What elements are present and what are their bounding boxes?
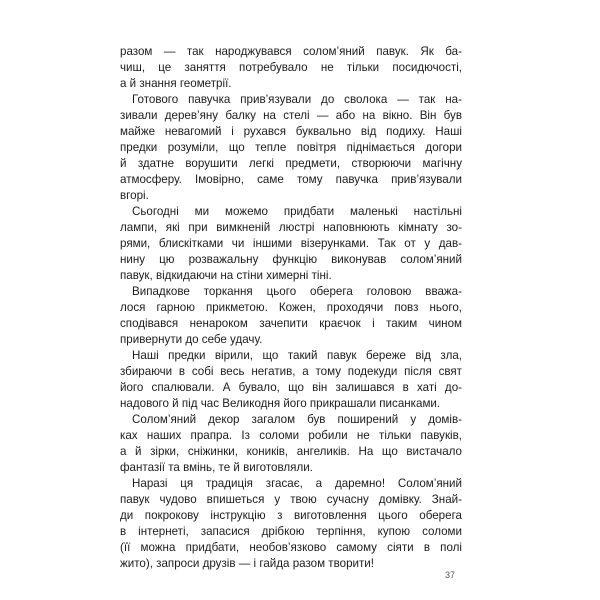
text-line: а й знання геометрії. <box>120 77 232 90</box>
text-line: зивали дерев’яну балку на стелі — або на вікно. Він був <box>120 109 462 122</box>
text-line: ках наших прапра. Із соломи робили не тільки павуків, <box>120 429 462 442</box>
paragraph <box>120 92 462 204</box>
text-line: а й зірки, сніжинки, коників, ангеликів. На що вистачало <box>120 445 462 458</box>
text-line: ди покрокову інструкцію з виготовлення цього оберега <box>120 509 462 522</box>
text-line: павук чудово впишеться у твою сучасну домівку. Знай- <box>120 493 462 506</box>
text-line: в інтернеті, запасися дрібкою терпіння, купою соломи <box>120 525 462 538</box>
paragraph <box>120 348 462 412</box>
text-line: сподівався ненароком зачепити краєчок і таким чином <box>120 317 462 330</box>
paragraph <box>120 476 462 572</box>
page-number: 37 <box>445 570 456 580</box>
text-line: атмосферу. Імовірно, саме тому павучка прив’язували <box>120 173 462 186</box>
text-line: предки розуміли, що тепле повітря піднімається догори <box>120 141 462 154</box>
text-line: лампи, які при вимкненій люстрі наповнюють кімнату зо- <box>120 221 462 234</box>
text-line: збираючи в собі весь негатив, а тому подекуди після свят <box>120 365 462 378</box>
text-line: Готового павучка прив’язували до сволока — так на- <box>132 93 462 106</box>
text-line: павук, відкидаючи на стіни химерні тіні. <box>120 269 332 282</box>
text-line: привернути до себе удачу. <box>120 333 263 346</box>
text-line: Випадкове торкання цього оберега головою вважа- <box>132 285 462 298</box>
text-line: й здатне ворушити легкі предмети, створюючи магічну <box>120 157 462 170</box>
paragraph <box>120 44 462 92</box>
text-line: його спалювали. А бувало, що він залишався в хаті до- <box>120 381 462 394</box>
text-line: (її можна придбати, необов’язково самому сіяти в полі <box>120 541 462 554</box>
text-line: фантазії та вмінь, те й виготовляли. <box>120 461 313 474</box>
text-line: жито), запроси друзів — і гайда разом творити! <box>120 557 374 570</box>
body-text <box>120 44 462 572</box>
text-line: лося гарною прикметою. Кожен, проходячи повз нього, <box>120 301 462 314</box>
text-line: нину цю розважальну функцію виконував солом’яний <box>120 253 462 266</box>
text-line: рями, блискітками чи іншими візерунками. Так от у дав- <box>120 237 462 250</box>
paragraph <box>120 284 462 348</box>
text-line: чиш, це заняття потребувало не тільки посидючості, <box>120 61 462 74</box>
paragraph <box>120 204 462 284</box>
text-line: Наразі ця традиція згасає, а даремно! Солом’яний <box>132 477 462 490</box>
text-line: Солом’яний декор загалом був поширений у домів- <box>132 413 462 426</box>
text-line: надового й під час Великодня його прикрашали писанками. <box>120 397 441 410</box>
text-line: вгорі. <box>120 189 149 202</box>
text-line: Сьогодні ми можемо придбати маленькі настільні <box>132 205 462 218</box>
paragraph <box>120 412 462 476</box>
text-line: разом — так народжувався солом’яний павук. Як ба- <box>120 45 462 58</box>
text-line: Наші предки вірили, що такий павук береже від зла, <box>132 349 462 362</box>
text-line: майже невагомий і рухався буквально від подиху. Наші <box>120 125 462 138</box>
